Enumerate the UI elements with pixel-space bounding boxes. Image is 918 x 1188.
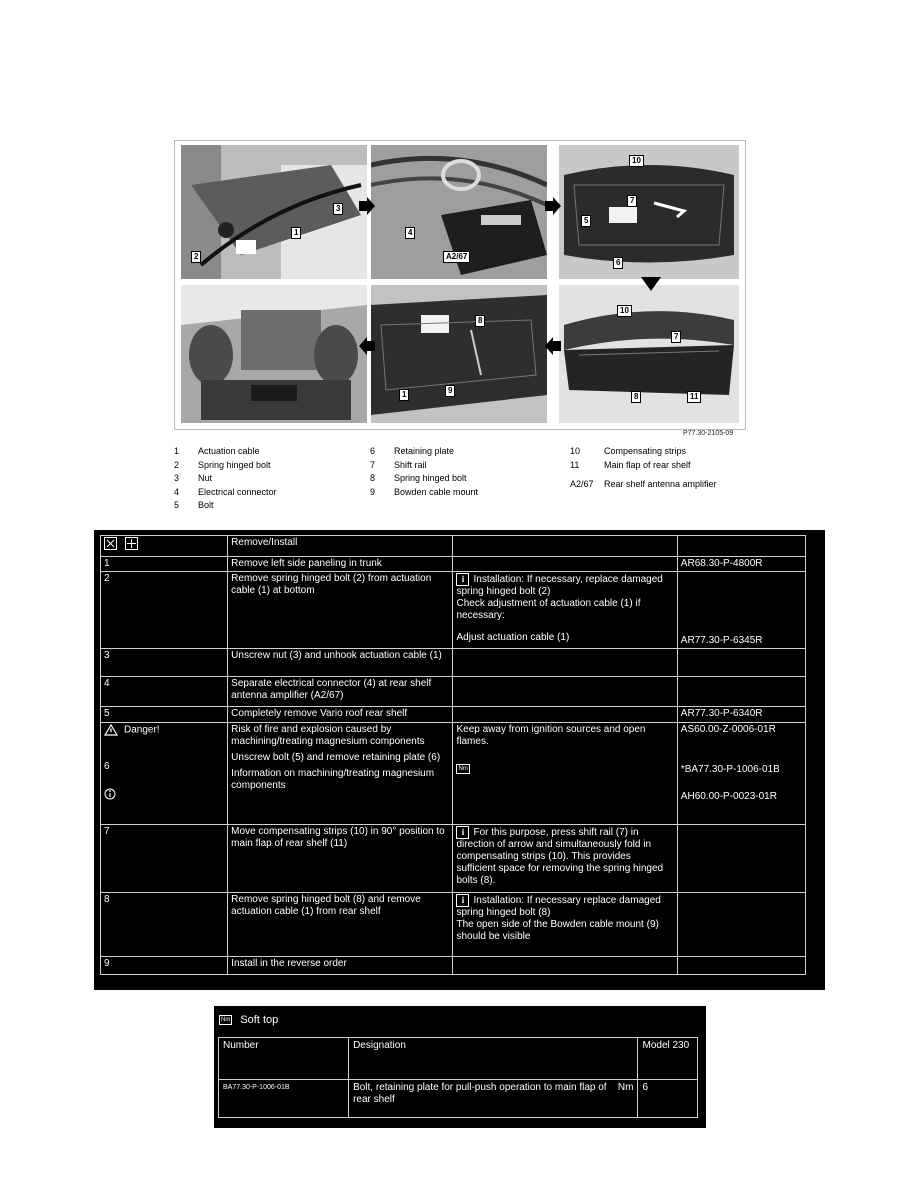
table-row [101,893,806,957]
legend-text: Compensating strips [604,446,687,456]
table-header-row [219,1038,698,1080]
step-note [453,572,677,649]
step-number: 5 [101,707,228,723]
callout-label: 10 [629,155,644,167]
step-note [453,649,677,677]
legend-column [174,445,277,513]
callout-label: 8 [631,391,641,403]
legend-text: Bolt [198,500,214,510]
legend-text: Electrical connector [198,486,277,497]
note-text: Check adjustment of actuation cable (1) if necessary: [456,598,641,622]
step-reference[interactable]: AR77.30-P-6345R [677,572,805,649]
legend-number: 11 [570,459,580,470]
step-note [453,723,677,825]
info-icon: i [456,894,469,907]
reference-link[interactable]: AH60.00-P-0023-01R [680,791,777,802]
danger-note: Keep away from ignition sources and open flames. [456,724,646,747]
step-text: Install in the reverse order [228,957,453,975]
legend-column [370,445,478,499]
arrow-left-icon [545,337,561,355]
soft-top-header [219,1014,278,1026]
torque-icon: Nm [458,766,468,773]
legend-text: Actuation cable [198,446,260,456]
table-row [101,825,806,893]
table-row-danger [101,723,806,825]
legend-item [174,499,277,513]
step-note [453,707,677,723]
photo-main-flap [559,285,739,423]
reference-link[interactable]: AS60.00-Z-0006-01R [680,724,776,735]
legend-number: 10 [570,446,581,456]
legend-text: Rear shelf antenna amplifier [604,479,717,489]
callout-label: 3 [333,203,343,215]
column-header: Number [219,1038,349,1080]
designation-cell [349,1080,638,1118]
step-number: 4 [101,677,228,707]
arrow-left-icon [359,337,375,355]
legend-item [370,445,478,459]
note-text: Adjust actuation cable (1) [456,632,570,644]
legend-number: 3 [174,473,180,483]
header-empty [677,536,805,557]
legend-number: 7 [370,459,376,470]
note-text: For this purpose, press shift rail (7) in direction of arrow and simultaneously fold in compensating strips (10). This provides [456,827,652,863]
legend-text: Main flap of rear shelf [604,459,691,470]
note-text: The open side of the Bowden cable mount (9) should be visible [456,919,659,943]
danger-label: Danger! [124,724,160,736]
step-note [453,893,677,957]
legend-item [570,478,717,492]
arrow-right-icon [545,197,561,215]
step-text: Completely remove Vario roof rear shelf [228,707,453,723]
header-title: Remove/Install [228,536,453,557]
step-text: Move compensating strips (10) in 90° position to main flap of rear shelf (11) [228,825,453,893]
legend-item [174,486,277,500]
info-icon: i [456,826,469,839]
legend-number: 6 [370,446,376,456]
part-number: BA77.30-P-1006-01B [219,1080,349,1118]
step-reference[interactable]: AR68.30-P-4800R [677,557,805,572]
step-number: 1 [101,557,228,572]
column-header: Designation [349,1038,638,1080]
table-header-row [101,536,806,557]
step-reference [677,825,805,893]
legend-number: 8 [370,473,376,483]
callout-label: 4 [405,227,415,239]
information-circle-icon [104,788,116,800]
warning-icon [104,724,118,736]
step-number: 9 [101,957,228,975]
step-text: Remove spring hinged bolt (2) from actuation cable (1) at bottom [228,572,453,649]
step-note [453,825,677,893]
header-icons [101,536,228,557]
arrow-down-icon [641,277,661,291]
torque-value: 6 [638,1080,698,1118]
step-text: Remove spring hinged bolt (8) and remove actuation cable (1) from rear shelf [228,893,453,957]
step-text [228,723,453,825]
soft-top-panel [214,1006,706,1128]
torque-icon: Nm [221,1017,231,1023]
legend-item [570,459,717,473]
table-row [101,557,806,572]
callout-label: 8 [475,315,485,327]
step-reference [677,957,805,975]
procedure-table [100,535,806,975]
callout-label: 7 [627,195,637,207]
exploded-view-figure [174,140,746,430]
step-number: 2 [101,572,228,649]
callout-label: 1 [291,227,301,239]
legend-column [570,445,717,492]
header-empty [453,536,677,557]
remove-install-icon [125,537,138,550]
arrow-right-icon [359,197,375,215]
step-number: 7 [101,825,228,893]
step-text: Unscrew bolt (5) and remove retaining plate (6) [231,752,441,763]
step-note [453,557,677,572]
reference-link[interactable]: *BA77.30-P-1006-01B [680,764,780,775]
step-note [453,957,677,975]
table-row [101,677,806,707]
legend-item [370,459,478,473]
legend-text: Bowden cable mount [394,486,479,497]
step-text: Separate electrical connector (4) at rear shelf antenna amplifier (A2/67) [228,677,453,707]
step-reference [677,893,805,957]
callout-label: 6 [613,257,623,269]
step-text: Information on machining/treating magnesium components [231,768,435,791]
table-row [101,572,806,649]
info-icon: i [456,573,469,586]
legend-number: A2/67 [570,479,594,489]
legend-item [174,445,277,459]
table-row [101,707,806,723]
torque-table [218,1037,698,1118]
danger-text: Risk of fire and explosion caused by machining/treating magnesium components [231,724,425,747]
procedure-panel [94,530,825,990]
step-reference [677,649,805,677]
step-number: 3 [101,649,228,677]
step-reference[interactable]: AR77.30-P-6340R [677,707,805,723]
callout-label: 5 [581,215,591,227]
step-text: Remove left side paneling in trunk [228,557,453,572]
callout-label: A2/67 [443,251,470,263]
legend-item [570,445,717,459]
unit-label: Nm [617,1082,634,1093]
legend-item [370,486,478,500]
photo-actuation-cable [181,145,367,279]
table-row [219,1080,698,1118]
step-reference [677,723,805,825]
legend-text: Spring hinged bolt [394,473,467,483]
legend-number: 9 [370,486,376,497]
legend-number: 5 [174,500,180,510]
step-number: 6 [104,760,110,772]
figure-code: P77.30-2105-09 [683,430,734,437]
photo-trunk-overview [181,285,367,423]
column-header: Model 230 [638,1038,698,1080]
step-text: Unscrew nut (3) and unhook actuation cable (1) [228,649,453,677]
photo-electrical-connector [371,145,547,279]
note-text: Installation: If necessary, replace damaged spring hinged bolt (2) [456,574,663,598]
callout-label: 7 [671,331,681,343]
table-row [101,957,806,975]
callout-label: 2 [191,251,201,263]
legend-text: Shift rail [394,459,427,470]
note-text: sufficient space for removing the spring hinged bolts (8). [456,863,664,887]
legend-text: Nut [198,473,213,483]
step-number: 8 [101,893,228,957]
callout-label: 11 [687,391,701,403]
designation-text: Bolt, retaining plate for pull-push operation to main flap of rear shelf [353,1082,607,1105]
callout-label: 9 [445,385,455,397]
step-number [101,723,228,825]
step-reference [677,677,805,707]
legend-item [174,459,277,473]
legend-text: Retaining plate [394,446,455,456]
legend-item [370,472,478,486]
note-text: Installation: If necessary replace damaged spring hinged bolt (8) [456,895,661,919]
legend-number: 2 [174,459,180,470]
legend-item [174,472,277,486]
photo-rear-shelf-top [559,145,739,279]
callout-label: 1 [399,389,409,401]
legend-number: 4 [174,486,180,497]
soft-top-title: Soft top [240,1014,279,1026]
legend-number: 1 [174,446,180,456]
callout-label: 10 [617,305,632,317]
table-row [101,649,806,677]
legend-text: Spring hinged bolt [198,459,271,470]
step-note [453,677,677,707]
remove-install-icon [104,537,117,550]
photo-rear-shelf-underside [371,285,547,423]
